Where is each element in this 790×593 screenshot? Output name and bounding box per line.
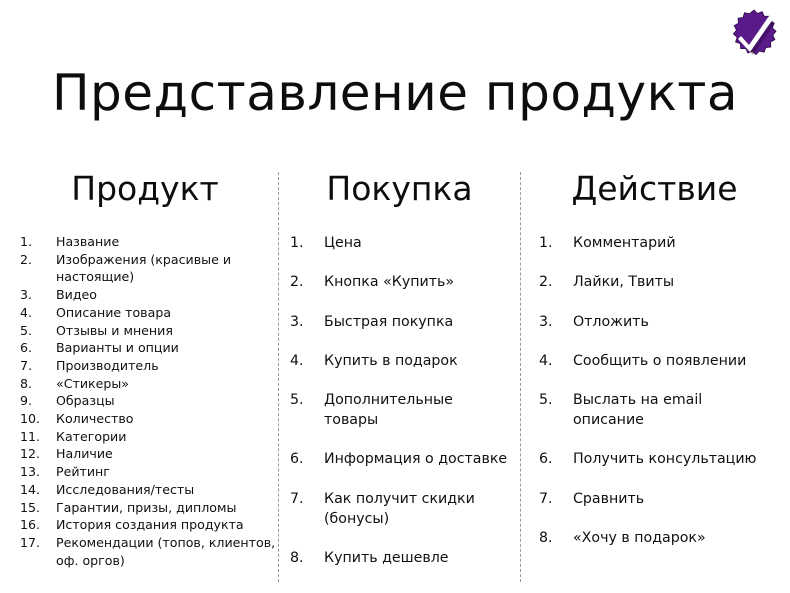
item-number: 7. [20,357,33,373]
list-item [20,463,278,481]
item-text: Дополнительные товары [324,392,453,429]
column-product [0,166,278,569]
column-action [521,166,790,567]
item-number: 2. [290,274,304,291]
item-text: Отзывы и мнения [56,322,173,338]
item-number: 6. [20,340,33,356]
item-text: Производитель [56,357,159,373]
item-number: 5. [539,392,553,409]
item-text: Отложить [573,313,649,330]
list-item [290,390,520,430]
column-heading-purchase: Покупка [326,169,473,208]
item-text: Как получит скидки (бонусы) [324,490,475,527]
item-text: Наличие [56,446,113,462]
list-item [20,251,278,286]
item-number: 1. [290,235,304,251]
item-text: Гарантии, призы, дипломы [56,499,237,515]
item-text: Количество [56,411,134,427]
list-item [290,351,520,371]
item-number: 7. [539,490,553,507]
item-text: Образцы [56,393,115,409]
item-text: Видео [56,287,97,303]
list-item [20,233,278,251]
item-text: Комментарий [573,235,676,251]
item-number: 8. [290,550,304,567]
list-item [539,449,790,469]
item-number: 11. [20,428,41,444]
item-text: Выслать на email описание [573,392,703,429]
list-item [539,351,790,371]
item-number: 4. [20,304,33,320]
item-text: Описание товара [56,304,172,320]
action-list [521,233,790,548]
item-text: Сообщить о появлении [573,352,747,369]
slide-title: Представление продукта [51,64,739,122]
item-number: 5. [290,392,304,409]
item-number: 1. [539,235,553,251]
list-item [539,528,790,548]
item-text: Купить дешевле [324,550,449,567]
item-number: 1. [20,234,33,249]
purchase-list [279,233,520,568]
list-item [290,449,520,469]
item-text: Получить консультацию [573,451,757,468]
item-text: Изображения (красивые и настоящие) [56,251,232,285]
item-text: Кнопка «Купить» [324,274,455,291]
list-item [539,233,790,253]
list-item [20,534,278,569]
list-item [290,548,520,568]
item-number: 7. [290,490,304,507]
list-item [20,516,278,534]
item-text: Варианты и опции [56,340,179,356]
item-number: 9. [20,393,33,409]
item-text: Цена [324,235,362,251]
item-number: 5. [20,322,33,338]
list-item [20,322,278,340]
item-number: 8. [539,530,553,547]
product-list [0,233,278,569]
list-item [20,375,278,393]
column-heading-action: Действие [571,169,738,208]
item-number: 14. [20,481,41,497]
list-item [290,312,520,332]
item-text: «Хочу в подарок» [573,530,706,547]
checkmark-seal-icon [726,6,782,62]
item-number: 3. [539,313,553,330]
item-text: Сравнить [573,490,645,507]
item-number: 6. [539,451,553,468]
item-text: Информация о доставке [324,451,508,468]
list-item [20,339,278,357]
item-text: Название [56,234,120,249]
checkmark-seal-svg [726,6,782,62]
item-number: 4. [290,352,304,369]
list-item [20,410,278,428]
item-text: Категории [56,428,127,444]
list-item [20,304,278,322]
list-item [290,272,520,292]
list-item [20,445,278,463]
item-text: Лайки, Твиты [573,274,675,291]
list-item [20,428,278,446]
item-text: Рекомендации (топов, клиентов, оф. оргов) [56,534,276,568]
item-text: История создания продукта [56,517,244,533]
list-item [539,390,790,430]
list-item [539,312,790,332]
item-number: 13. [20,464,41,480]
item-number: 17. [20,534,41,550]
item-number: 3. [20,287,33,303]
list-item [539,272,790,292]
item-number: 8. [20,375,33,391]
item-text: «Стикеры» [56,375,130,391]
item-text: Исследования/тесты [56,481,195,497]
item-number: 6. [290,451,304,468]
item-number: 2. [539,274,553,291]
item-number: 15. [20,499,41,515]
list-item [20,499,278,517]
item-number: 16. [20,517,41,533]
list-item [539,489,790,509]
item-number: 12. [20,446,41,462]
item-text: Рейтинг [56,464,110,480]
item-text: Купить в подарок [324,352,458,369]
column-purchase [279,166,520,587]
column-heading-product: Продукт [71,169,219,208]
item-number: 2. [20,251,33,267]
list-item [20,286,278,304]
item-number: 4. [539,352,553,369]
item-text: Быстрая покупка [324,313,454,330]
item-number: 3. [290,313,304,330]
list-item [290,489,520,529]
item-number: 10. [20,411,41,427]
list-item [20,357,278,375]
list-item [20,481,278,499]
list-item [20,392,278,410]
list-item [290,233,520,253]
